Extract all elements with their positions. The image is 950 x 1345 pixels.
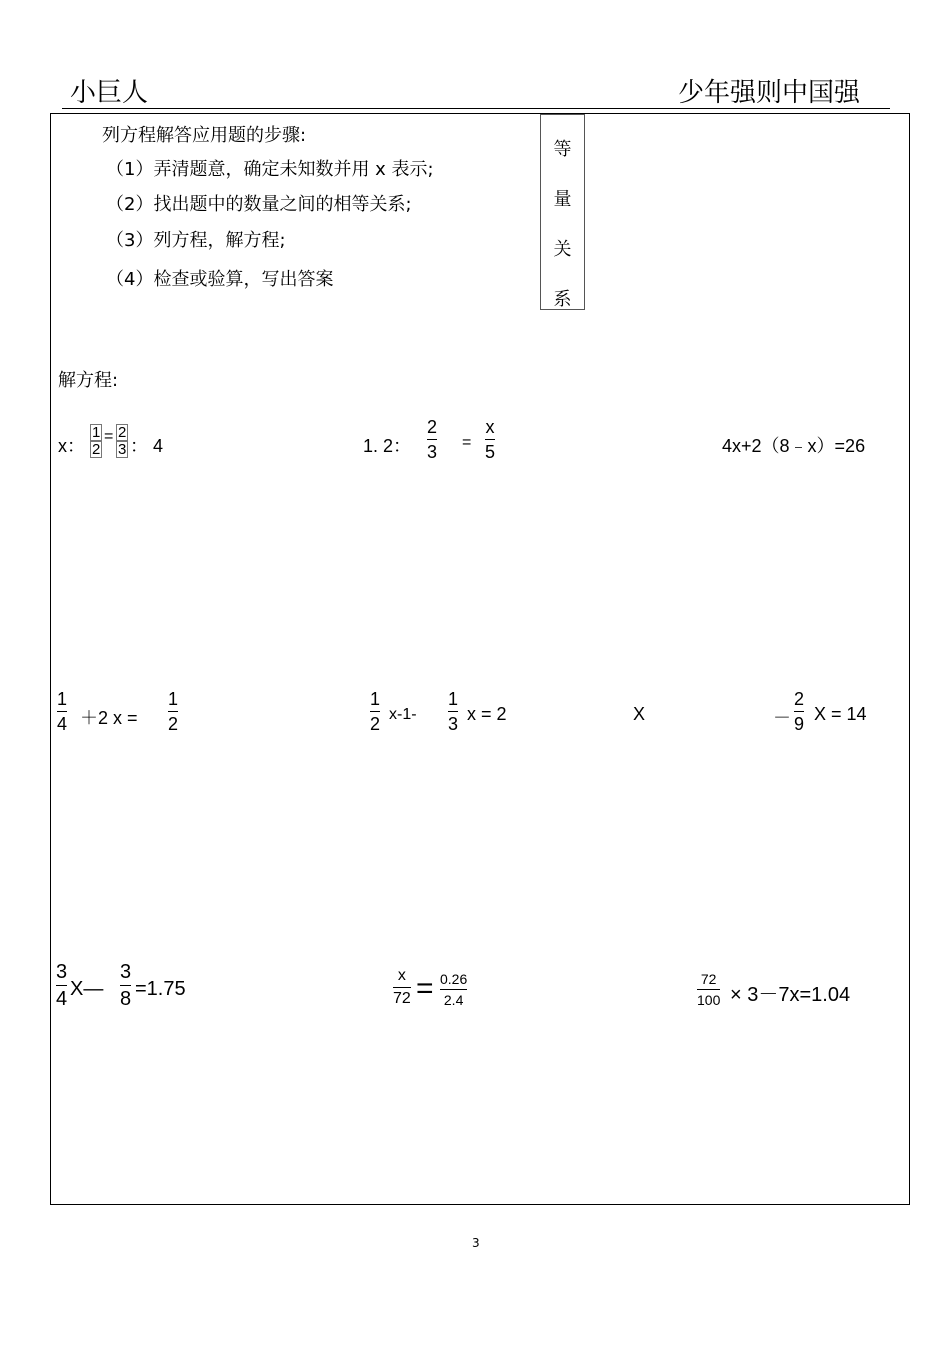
page-number: 3 — [472, 1236, 480, 1250]
r3e2-f2-den: 2.4 — [443, 992, 464, 1008]
r3e3-f-num: 72 — [700, 971, 717, 987]
r2e3-f-bar — [794, 711, 804, 712]
r2e1-f2-bar — [168, 711, 178, 712]
r3e2-fraction-2 — [440, 972, 467, 1007]
r3e2-f1-num: x — [397, 967, 406, 984]
r2e3-suffix: X = 14 — [814, 704, 867, 724]
relation-char-3: 关 — [553, 239, 572, 260]
r3e2-fraction-1 — [393, 968, 411, 1007]
r2e2-f1-num: 1 — [370, 689, 381, 709]
r1e2-fraction-2 — [485, 418, 495, 461]
r2e2-fraction-2 — [448, 690, 458, 733]
r1e2-fraction-1 — [427, 418, 437, 461]
header-left-title: 小巨人 — [70, 78, 149, 108]
header-rule — [62, 108, 890, 109]
r3e1-f2-den: 8 — [120, 988, 132, 1010]
r2e1-f2-den: 2 — [168, 714, 179, 734]
r3e1-fraction-1 — [56, 962, 67, 1009]
r3e2-equals: = — [416, 972, 434, 1005]
r1e1-suffix: ： 4 — [130, 436, 164, 456]
r1e2-prefix: 1. 2： — [363, 436, 412, 456]
r1e1-fraction-2 — [116, 424, 128, 458]
r1e1-f1-den: 2 — [92, 441, 101, 458]
r2e2-f1-den: 2 — [370, 714, 381, 734]
r2e3-minus: － — [773, 708, 791, 728]
r1e2-f1-den: 3 — [427, 442, 438, 462]
r1e2-f1-bar — [427, 439, 437, 440]
r1e1-f2-num: 2 — [118, 424, 127, 441]
r3e2-f2-num: 0.26 — [440, 971, 468, 987]
r1e2-f2-num: x — [485, 417, 495, 437]
relation-char-4: 系 — [553, 289, 572, 310]
steps-title: 列方程解答应用题的步骤: — [102, 125, 307, 146]
relation-char-2: 量 — [553, 189, 572, 210]
r1e1-prefix: x： — [58, 436, 85, 456]
r2e2-fraction-1 — [370, 690, 380, 733]
relation-char-1: 等 — [553, 139, 572, 160]
header-right-title: 少年强则中国强 — [678, 78, 861, 108]
r1e1-fraction-1 — [90, 424, 102, 458]
r3e1-middle: X— — [70, 978, 104, 1000]
r2e2-f2-num: 1 — [448, 689, 459, 709]
r3e1-f2-num: 3 — [120, 961, 132, 983]
r2e1-f2-num: 1 — [168, 689, 179, 709]
r2e1-fraction-2 — [168, 690, 178, 733]
r3e1-f2-bar — [120, 985, 131, 986]
equal-relation-box — [540, 114, 585, 310]
step-2: （2）找出题中的数量之间的相等关系; — [106, 194, 412, 215]
r3e3-suffix: × 3－7x=1.04 — [730, 984, 851, 1006]
r2e1-f1-num: 1 — [57, 689, 68, 709]
r1e2-f1-num: 2 — [427, 417, 438, 437]
r3e3-fraction — [697, 972, 720, 1007]
r1e2-equals: = — [462, 434, 472, 451]
r3e2-f1-bar — [393, 987, 411, 988]
r3e1-f1-den: 4 — [56, 988, 68, 1010]
step-4: （4）检查或验算，写出答案 — [106, 269, 334, 290]
r2e3-fraction — [794, 690, 804, 733]
r3e2-f2-bar — [440, 989, 467, 990]
r3e3-f-den: 100 — [697, 992, 721, 1008]
r2e2-f2-den: 3 — [448, 714, 459, 734]
solve-title: 解方程: — [58, 370, 119, 391]
r1e1-f2-den: 3 — [118, 441, 127, 458]
r2e2-middle: x-1- — [389, 706, 417, 723]
r2e1-middle: ＋2 x = — [80, 708, 138, 728]
r1e1-f1-num: 1 — [92, 424, 101, 441]
r2e2-f1-bar — [370, 711, 380, 712]
r2e1-f1-bar — [57, 711, 67, 712]
r2e2-suffix: x = 2 — [467, 704, 507, 724]
r3e1-f1-num: 3 — [56, 961, 68, 983]
r1e1-equals: = — [104, 428, 114, 445]
r2e3-lead: X — [633, 704, 646, 724]
step-1: （1）弄清题意，确定未知数并用 x 表示; — [106, 159, 434, 180]
r3e1-f1-bar — [56, 985, 67, 986]
r1e2-f2-bar — [485, 439, 495, 440]
r2e1-fraction-1 — [57, 690, 67, 733]
r3e1-fraction-2 — [120, 962, 131, 1009]
r1e2-f2-den: 5 — [485, 442, 496, 462]
r2e2-f2-bar — [448, 711, 458, 712]
r2e3-f-den: 9 — [794, 714, 805, 734]
r2e1-f1-den: 4 — [57, 714, 68, 734]
r3e2-f1-den: 72 — [393, 990, 411, 1007]
step-3: （3）列方程，解方程; — [106, 230, 286, 251]
r3e3-f-bar — [697, 989, 720, 990]
r3e1-suffix: =1.75 — [135, 978, 186, 1000]
r1e3-equation: 4x+2（8﹣x）=26 — [722, 436, 866, 456]
r2e3-f-num: 2 — [794, 689, 805, 709]
